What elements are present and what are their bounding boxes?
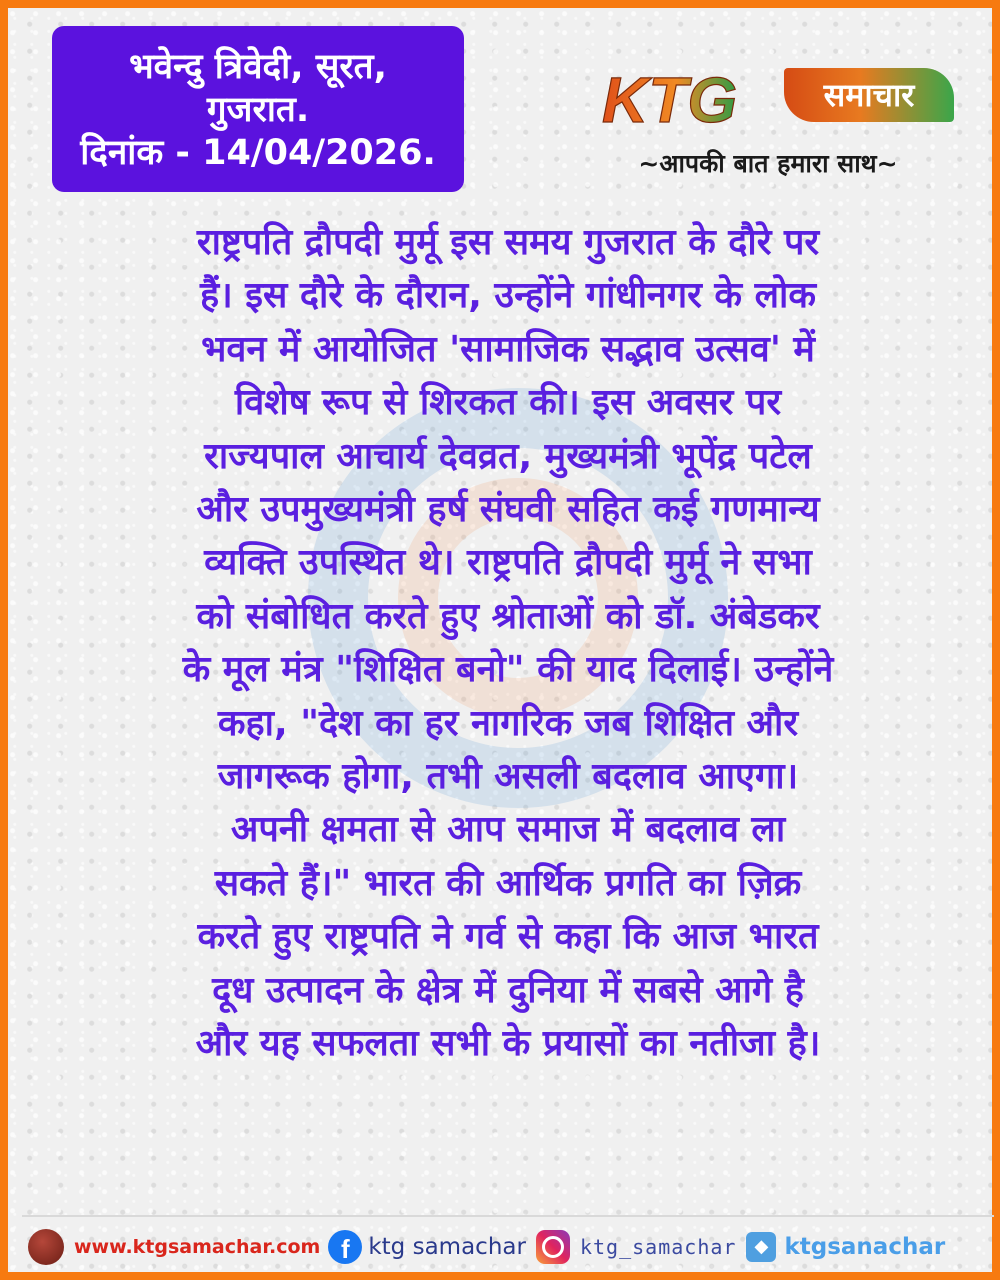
facebook-link[interactable]	[328, 1230, 536, 1264]
article-line: राष्ट्रपति द्रौपदी मुर्मू इस समय गुजरात के दौरे पर	[196, 222, 820, 263]
news-article	[22, 216, 994, 1071]
website-text: www.ktgsamachar.com	[74, 1236, 321, 1258]
logo-samachar-text: समाचार	[784, 68, 954, 122]
article-line: कहा, "देश का हर नागरिक जब शिक्षित और	[217, 702, 799, 744]
footer-social-bar	[22, 1222, 994, 1272]
globe-icon	[28, 1229, 64, 1265]
article-line: जागरूक होगा, तभी असली बदलाव आएगा।	[217, 756, 799, 798]
ktg-logo-mark	[594, 66, 784, 132]
twitter-link[interactable]	[746, 1232, 945, 1262]
footer-divider	[22, 1215, 994, 1217]
instagram-text: ktg_samachar	[579, 1235, 737, 1259]
instagram-icon	[536, 1230, 570, 1264]
facebook-text: ktg samachar	[368, 1234, 526, 1260]
article-line: विशेष रूप से शिरकत की। इस अवसर पर	[234, 382, 782, 424]
article-line: और यह सफलता सभी के प्रयासों का नतीजा है।	[195, 1023, 821, 1065]
article-line: भवन में आयोजित 'सामाजिक सद्भाव उत्सव' में	[201, 328, 815, 370]
article-line: करते हुए राष्ट्रपति ने गर्व से कहा कि आज भारत	[197, 916, 819, 958]
ktg-samachar-logo	[568, 66, 968, 190]
article-line: को संबोधित करते हुए श्रोताओं को डॉ. अंबेडकर	[196, 595, 820, 637]
logo-ktg-text: KTG	[602, 66, 738, 132]
article-line: दूध उत्पादन के क्षेत्र में दुनिया में सबसे आगे है	[212, 969, 804, 1011]
article-line: के मूल मंत्र "शिक्षित बनो" की याद दिलाई। उन्होंने	[182, 649, 834, 691]
tagline: ~आपकी बात हमारा साथ~	[638, 149, 898, 178]
article-line: व्यक्ति उपस्थित थे। राष्ट्रपति द्रौपदी मुर्मू ने सभा	[204, 542, 812, 584]
twitter-icon: ◆	[746, 1232, 776, 1262]
date-line: दिनांक - 14/04/2026.	[80, 133, 436, 173]
twitter-text: ktgsanachar	[784, 1234, 946, 1260]
article-line: राज्यपाल आचार्य देवव्रत, मुख्यमंत्री भूपेंद्र पटेल	[204, 435, 812, 477]
author-line: भवेन्दु त्रिवेदी, सूरत,	[129, 47, 387, 87]
author-line: गुजरात.	[206, 90, 310, 130]
instagram-link[interactable]	[536, 1230, 747, 1264]
facebook-icon: f	[328, 1230, 362, 1264]
article-line: सकते हैं।" भारत की आर्थिक प्रगति का ज़िक्र	[214, 862, 802, 904]
author-date-box	[52, 26, 464, 192]
article-line: अपनी क्षमता से आप समाज में बदलाव ला	[230, 809, 786, 851]
article-line: हैं। इस दौरे के दौरान, उन्होंने गांधीनगर के लोक	[200, 275, 816, 317]
article-line: और उपमुख्यमंत्री हर्ष संघवी सहित कई गणमान्य	[196, 489, 820, 531]
website-link[interactable]	[22, 1229, 328, 1265]
